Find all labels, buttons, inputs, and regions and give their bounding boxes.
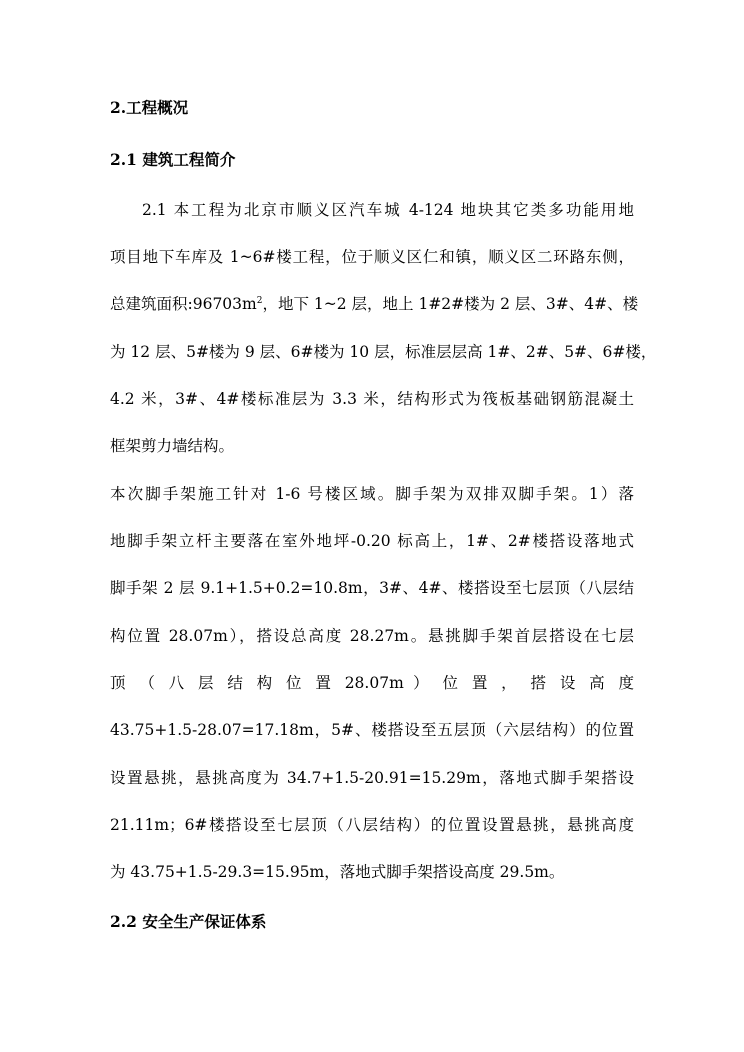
section-heading-2-1: 2.1 建筑工程简介 — [110, 150, 236, 169]
paragraph-line: 4.2 米，3#、4#楼标准层为 3.3 米，结构形式为筏板基础钢筋混凝土 — [110, 390, 634, 408]
paragraph-line: 框架剪力墙结构。 — [110, 437, 235, 455]
paragraph-line: 地脚手架立杆主要落在室外地坪-0.20 标高上，1#、2#楼搭设落地式 — [110, 532, 634, 550]
paragraph-line: 构位置 28.07m），搭设总高度 28.27m。悬挑脚手架首层搭设在七层 — [110, 627, 634, 645]
paragraph-line: 本次脚手架施工针对 1-6 号楼区域。脚手架为双排双脚手架。1）落 — [110, 485, 634, 503]
paragraph-line: 43.75+1.5-28.07=17.18m，5#、楼搭设至五层顶（六层结构）的位置 — [110, 721, 634, 739]
paragraph-line: 项目地下车库及 1~6#楼工程，位于顺义区仁和镇，顺义区二环路东侧， — [110, 248, 634, 266]
area-text: 总建筑面积:96703m — [110, 295, 257, 313]
paragraph-line — [110, 294, 639, 314]
section-heading-2: 2.工程概况 — [110, 98, 189, 117]
paragraph-line: 脚手架 2 层 9.1+1.5+0.2=10.8m，3#、4#、楼搭设至七层顶（八层结 — [110, 579, 634, 597]
paragraph-line: 21.11m；6#楼搭设至七层顶（八层结构）的位置设置悬挑，悬挑高度 — [110, 816, 634, 834]
paragraph-line: 为 12 层、5#楼为 9 层、6#楼为 10 层，标准层层高 1#、2#、5#、6#楼， — [110, 343, 657, 361]
paragraph-line: 2.1 本工程为北京市顺义区汽车城 4-124 地块其它类多功能用地 — [142, 201, 634, 219]
section-heading-2-2: 2.2 安全生产保证体系 — [110, 912, 267, 931]
floors-text: ，地下 1~2 层，地上 1#2#楼为 2 层、3#、4#、楼 — [262, 295, 639, 313]
paragraph-line: 为 43.75+1.5-29.3=15.95m，落地式脚手架搭设高度 29.5m。 — [110, 863, 565, 881]
paragraph-line: 顶 （ 八 层 结 构 位 置 28.07m ） 位 置 ， 搭 设 高 度 — [110, 674, 634, 692]
area-unit-superscript: 2 — [256, 295, 263, 306]
paragraph-line: 设置悬挑，悬挑高度为 34.7+1.5-20.91=15.29m，落地式脚手架搭设 — [110, 769, 634, 787]
